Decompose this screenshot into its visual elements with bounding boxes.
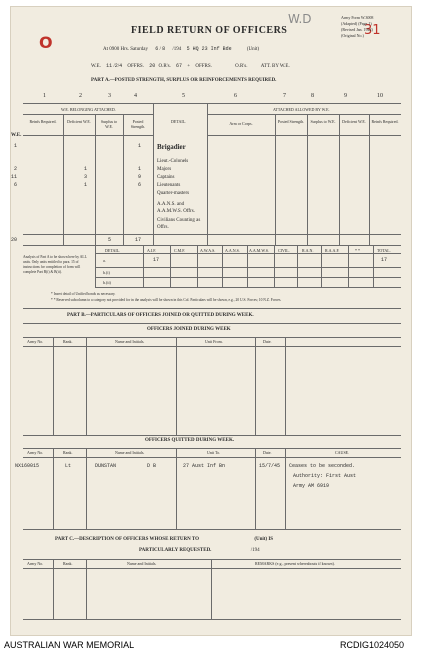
quit-header-unit-to: Unit To.: [207, 450, 221, 455]
we-line: W.E. 11 /2/4 OFFRS. 20 O.R's. 67 + OFFRS. O.R's. ATT. BY W.E.: [91, 63, 290, 69]
total-posted: 17: [135, 237, 142, 243]
row-lieutenants-posted: 6: [138, 182, 142, 188]
detail-row-a-label: a.: [103, 258, 106, 263]
quitted-title: OFFICERS QUITTED DURING WEEK.: [145, 438, 235, 443]
quit-header-name: Name and Initials.: [115, 450, 145, 455]
total-deficient: 5: [108, 237, 112, 243]
quit-header-rank: Rank.: [63, 450, 73, 455]
total-we: 20: [11, 237, 18, 243]
row-brigadier-posted: 1: [138, 143, 142, 149]
detail-header-aif: A.I.F.: [147, 248, 157, 253]
quit-header-cause: CAUSE.: [335, 450, 350, 455]
col-number-8: 8: [311, 93, 314, 99]
detail-header-total: TOTAL.: [377, 248, 391, 253]
part-b-title: PART B.—PARTICULARS OF OFFICERS JOINED OR QUITTED DURING WEEK.: [67, 313, 254, 318]
header-detail: DETAIL.: [171, 119, 187, 124]
row-aans-detail: A.A.N.S. and A.A.M.W.S. Offrs.: [157, 202, 195, 214]
col-number-7: 7: [283, 93, 286, 99]
col-number-3: 3: [108, 93, 111, 99]
joined-header-unit-from: Unit From.: [205, 339, 223, 344]
detail-header-detail: DETAIL.: [105, 248, 121, 253]
quit-header-date: Date.: [263, 450, 272, 455]
row-majors-posted: 1: [138, 166, 142, 172]
footer-id: RCDIG1024050: [340, 640, 405, 650]
header-posted: Posted Strength.: [130, 119, 146, 129]
row-lieutenants-detail: Lieutenants: [157, 183, 181, 188]
archive-footer: [0, 636, 422, 654]
row-lieutenants-we: 6: [14, 182, 18, 188]
row-captains-detail: Captains: [157, 175, 175, 180]
header-deficient: Deficient W.E.: [67, 119, 91, 124]
we-side-label: W.E.: [11, 133, 22, 138]
quit-army-no: NX160015: [15, 463, 40, 469]
detail-header-aamws: A.A.M.W.S.: [249, 248, 269, 253]
handwritten-number: 31: [364, 23, 381, 38]
detail-header-cmf: C.M.F.: [174, 248, 186, 253]
row-civilians-detail: Civilians Counting as Offrs.: [157, 218, 201, 230]
joined-header-army-no: Army No.: [27, 339, 44, 344]
detail-row-bi-label: b.(i): [103, 270, 110, 275]
row-brigadier-detail: Brigadier: [157, 143, 186, 151]
col-number-9: 9: [344, 93, 347, 99]
row-lieutenants-deficient: 1: [84, 182, 88, 188]
header-reinfs-right: Reinfs Required.: [371, 119, 399, 124]
quit-header-army-no: Army No.: [27, 450, 44, 455]
part-a-title: PART A.—POSTED STRENGTH, SURPLUS OR REINFORCEMENTS REQUIRED.: [91, 78, 277, 83]
part-c-header-remarks: REMARKS (e.g., present whereabouts if known).: [255, 561, 335, 566]
footer-source: AUSTRALIAN WAR MEMORIAL: [4, 640, 135, 650]
header-deficient-right: Deficient W.E.: [342, 119, 366, 124]
row-captains-we: 11: [11, 174, 18, 180]
row-majors-detail: Majors: [157, 167, 172, 172]
part-c-header-rank: Rank.: [63, 561, 73, 566]
col-number-6: 6: [234, 93, 237, 99]
col-number-2: 2: [79, 93, 82, 99]
form-reference-3: (Revised Jan. 1942): [341, 27, 373, 32]
form-reference-4: (Original No.): [341, 33, 364, 38]
detail-header-aans: A.A.N.S.: [225, 248, 240, 253]
header-surplus: Surplus to W.E.: [100, 119, 118, 129]
col-number-10: 10: [377, 93, 383, 99]
row-captains-posted: 9: [138, 174, 142, 180]
detail-row-a-aif: 17: [153, 257, 160, 263]
header-arm-corps: Arm or Corps.: [229, 121, 253, 126]
quit-cause-1: Ceases to be seconded.: [289, 463, 356, 469]
row-majors-we: 2: [14, 166, 18, 172]
joined-header-name: Name and Initials.: [115, 339, 145, 344]
quit-rank: Lt: [65, 463, 72, 469]
header-posted-strength: Posted Strength.: [277, 119, 305, 124]
time-line: At 0900 Hrs. Saturday 6 / 8 /194 5 HQ 23 Inf Bde (Unit): [103, 46, 260, 52]
row-majors-deficient: 1: [84, 166, 88, 172]
detail-row-bii-label: b.(ii): [103, 280, 111, 285]
detail-header-civil: CIVIL.: [278, 248, 290, 253]
handwritten-corner-mark: O: [39, 33, 53, 52]
form-reference-2: (Adapted) (Page 1): [341, 21, 372, 26]
detail-row-a-total: 17: [381, 257, 388, 263]
part-c-subtitle: PARTICULARLY REQUESTED. /194: [139, 548, 260, 553]
col-number-5: 5: [182, 93, 185, 99]
detail-header-ran: R.A.N.: [302, 248, 314, 253]
detail-header-raaf: R.A.A.F.: [325, 248, 340, 253]
part-c-header-name: Name and Initials.: [127, 561, 157, 566]
row-captains-deficient: 3: [84, 174, 88, 180]
header-reinfs: Reinfs Required.: [29, 119, 57, 124]
detail-header-awas: A.W.A.S.: [200, 248, 216, 253]
quit-cause-2: Authority: First Aust: [293, 473, 357, 479]
quit-name: DUNSTAN: [95, 463, 117, 469]
joined-header-date: Date.: [263, 339, 272, 344]
col-number-1: 1: [43, 93, 46, 99]
group-left-header: W.E. BELONGING ATTACHED.: [61, 107, 116, 112]
quit-cause-3: Army AM 6919: [293, 483, 330, 489]
group-right-header: ATTACHED ALLOWED BY W.E.: [273, 107, 330, 112]
quit-initials: D B: [147, 463, 157, 469]
joined-title: OFFICERS JOINED DURING WEEK: [147, 327, 231, 332]
row-qm-detail: Quarter-masters: [157, 191, 190, 196]
quit-unit: 27 Aust Inf Bn: [183, 463, 226, 469]
header-surplus-right: Surplus to W.E.: [310, 119, 336, 124]
row-ltcol-detail: Lieut.-Colonels: [157, 159, 189, 164]
handwritten-wd: W.D: [288, 12, 312, 26]
analysis-note: Analysis of Part A to be shown here by ALL units. Only units entitled to para. 15 of instructions for completion of form will complete Part B(i) & B(ii).: [23, 255, 87, 274]
detail-header-other: * *: [355, 248, 360, 253]
footnote-1: * Insert detail of Unified bonds as necessary.: [51, 292, 116, 296]
joined-header-rank: Rank.: [63, 339, 73, 344]
form-title: FIELD RETURN OF OFFICERS: [131, 25, 288, 36]
col-number-4: 4: [134, 93, 137, 99]
part-c-header-army-no: Army No.: [27, 561, 44, 566]
part-c-title: PART C.—DESCRIPTION OF OFFICERS WHOSE RETURN TO (Unit) IS: [55, 537, 274, 542]
quit-date: 15/7/45: [259, 463, 281, 469]
footnote-2: * * Reserved subcolumn to a category not provided for in the analysis will be shown in this Col. Particulars will be shown, e.g., 20 U.S. Forces; 10 N.Z. Forces.: [51, 298, 282, 302]
form-reference: Army Form W.3008: [341, 15, 374, 20]
field-return-form: [10, 6, 412, 636]
row-brigadier-we: 1: [14, 143, 18, 149]
